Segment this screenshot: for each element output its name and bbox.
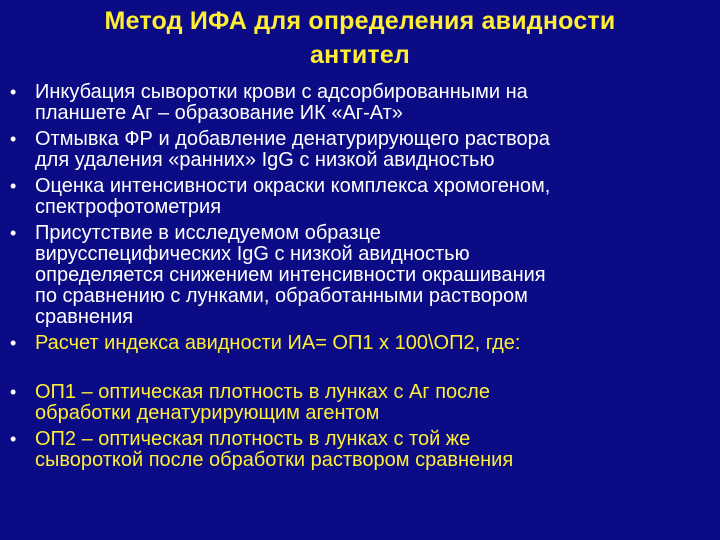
bullet-text-line: вирусспецифических IgG с низкой авидностью [35,243,470,265]
bullet-item-avidity-index-formula [8,333,698,354]
slide-title-line-1: Метод ИФА для определения авидности [104,7,616,35]
bullet-text-line: сравнения [35,306,134,328]
bullet-list [8,82,698,476]
bullet-text-line: Присутствие в исследуемом образце [35,222,381,244]
slide-title-line-2: антител [309,41,411,69]
bullet-item-incubation [8,82,698,124]
bullet-item-op1-definition [8,382,698,424]
bullet-text-line: сывороткой после обработки раствором сравнения [35,449,514,471]
bullet-text-line: обработки денатурирующим агентом [35,402,380,424]
bullet-text-line: планшете Аг – образование ИК «Аг-Ат» [35,102,403,124]
bullet-text-line: ОП1 – оптическая плотность в лунках с Аг после [35,381,490,403]
bullet-text-line: ОП2 – оптическая плотность в лунках с той же [35,428,471,450]
bullet-dot-icon: • [10,176,17,196]
bullet-dot-icon: • [10,223,17,243]
bullet-text-line: Отмывка ФР и добавление денатурирующего раствора [35,128,550,150]
bullet-dot-icon: • [10,333,17,353]
bullet-text-line: Оценка интенсивности окраски комплекса хромогеном, [35,175,551,197]
slide-title [40,4,680,72]
bullet-text-line: для удаления «ранних» IgG с низкой авидностью [35,149,495,171]
bullet-text-line: спектрофотометрия [35,196,222,218]
bullet-text-line: определяется снижением интенсивности окрашивания [35,264,546,286]
bullet-item-op2-definition [8,429,698,471]
bullet-dot-icon: • [10,82,17,102]
bullet-item-color-assessment [8,176,698,218]
bullet-text-line: Инкубация сыворотки крови с адсорбированными на [35,81,528,103]
bullet-item-wash [8,129,698,171]
bullet-item-low-avidity [8,223,698,328]
bullet-dot-icon: • [10,129,17,149]
bullet-text-line: Расчет индекса авидности ИА= ОП1 х 100\ОП2, где: [35,332,521,354]
bullet-dot-icon: • [10,382,17,402]
bullet-text-line: по сравнению с лунками, обработанными раствором [35,285,528,307]
bullet-dot-icon: • [10,429,17,449]
